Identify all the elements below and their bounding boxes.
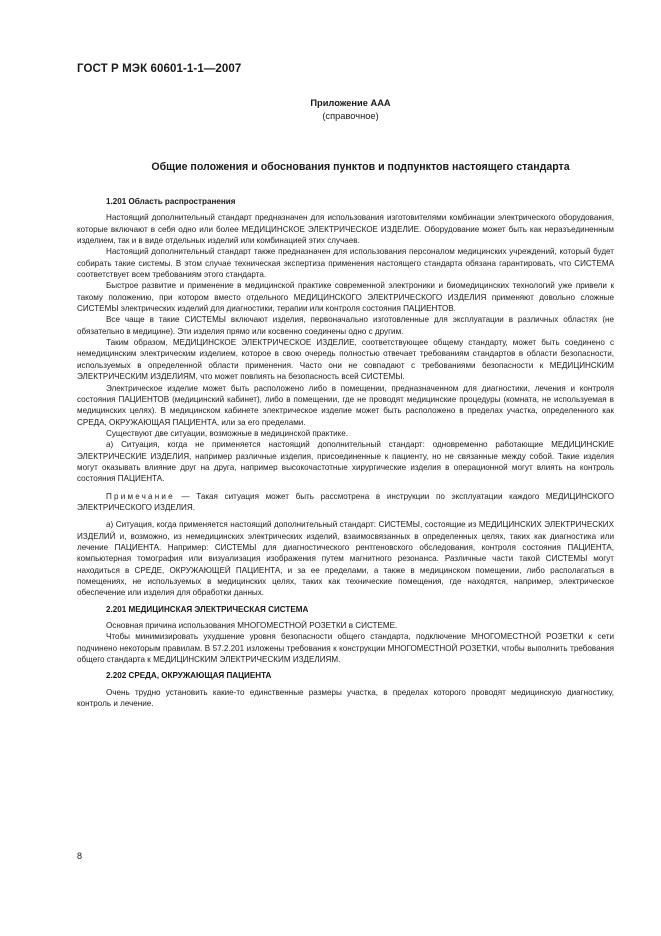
paragraph: Очень трудно установить какие-то единственные размеры участка, в пределах которого проводят медицинскую диагностику, контроль и лечение. [77,687,614,709]
section-heading: 2.202 СРЕДА, ОКРУЖАЮЩАЯ ПАЦИЕНТА [106,671,272,681]
paragraph: Основная причина использования МНОГОМЕСТНОЙ РОЗЕТКИ в СИСТЕМЕ. [106,621,398,631]
paragraph: Электрическое изделие может быть расположено либо в помещении, предназначенном для диагностики, лечения и контроля состояния ПАЦИЕНТОВ (медицинский кабинет), либо в помещении, где не проводят медицинские процедуры (комната, не используемая в медицинских целях). В медицинском кабинете электрическое изделие может быть расположено в пределах участка, определенного как СРЕДА, ОКРУЖАЮЩАЯ ПАЦИЕНТА, или за его пределами. [77,383,614,427]
paragraph: а) Ситуация, когда не применяется настоящий дополнительный стандарт: одновременно работающие МЕДИЦИНСКИЕ ЭЛЕКТРИЧЕСКИЕ ИЗДЕЛИЯ, например различные изделия, присоединенные к пациенту, но не связанные между собой. Такие изделия могут оказывать влияние друг на друга, например высокочастотные хирургические изделия в операционной могут влиять на контроль состояния ПАЦИЕНТА. [77,440,614,484]
annex-subtitle: (справочное) [322,111,379,121]
section-heading: 2.201 МЕДИЦИНСКАЯ ЭЛЕКТРИЧЕСКАЯ СИСТЕМА [106,604,309,614]
note-paragraph [77,491,614,514]
paragraph: Настоящий дополнительный стандарт также предназначен для использования персоналом медицинских учреждений, который будет собирать такие системы. В этом случае техническая экспертиза применения настоящего стандарта обязана гарантировать, что СИСТЕМА соответствует всем требованиям этого стандарта. [77,247,614,280]
note-text: — Такая ситуация может быть рассмотрена в инструкции по эксплуатации каждого МЕДИЦИНСКОГО ЭЛЕКТРИЧЕСКОГО ИЗДЕЛИЯ. [77,491,614,512]
paragraph: Настоящий дополнительный стандарт предназначен для использования изготовителями комбинации электрического оборудования, которые включают в себя одно или более МЕДИЦИНСКОЕ ЭЛЕКТРИЧЕСКОЕ ИЗДЕЛИЕ. Оборудование может быть как неразъединенным изделием, так и в виде отдельных изделий или комбинацией этих случаев. [77,213,614,246]
paragraph: Существуют две ситуации, возможные в медицинской практике. [106,428,349,438]
paragraph: Быстрое развитие и применение в медицинской практике современной электроники и биомедицинских технологий уже привели к такому положению, при котором вместо отдельного МЕДИЦИНСКОГО ЭЛЕКТРИЧЕСКОГО ИЗДЕЛИЯ применяют довольно сложные СИСТЕМЫ электрических изделий для диагностики, терапии или контроля состояния ПАЦИЕНТОВ. [77,281,614,314]
paragraph: а) Ситуация, когда применяется настоящий дополнительный стандарт: СИСТЕМЫ, состоящие из МЕДИЦИНСКИХ ЭЛЕКТРИЧЕСКИХ ИЗДЕЛИЙ и, возможно, из немедицинских электрических изделий, взаимосвязанных в определенных целях, таких как диагностика или лечение ПАЦИЕНТА. Например: СИСТЕМЫ для диагностического рентгеновского обследования, контроля состояния ПАЦИЕНТА, компьютерная томография или визуализация изображения путем магнитного резонанса. Различные части такой СИСТЕМЫ могут находиться в СРЕДЕ, ОКРУЖАЮЩЕЙ ПАЦИЕНТА, и за ее пределами, а также в медицинском помещении, либо располагаться в помещениях, не используемых в медицинских целях, таких как технические помещения, где находятся, например, электрическое обеспечение или изделия для обработки данных. [77,520,614,598]
standard-header: ГОСТ Р МЭК 60601-1-1—2007 [77,63,242,75]
section-heading: 1.201 Область распространения [106,197,236,206]
paragraph: Таким образом, МЕДИЦИНСКОЕ ЭЛЕКТРИЧЕСКОЕ ИЗДЕЛИЕ, соответствующее общему стандарту, может быть соединено с немедицинским электрическим изделием, которое в свою очередь полностью отвечает требованиям стандартов в области безопасности, используемых в определенной области применения. Часто они не совпадают с требованиями безопасности к МЕДИЦИНСКИМ ЭЛЕКТРИЧЕСКИМ ИЗДЕЛИЯМ, что может повлиять на безопасность всей СИСТЕМЫ. [77,338,614,382]
document-title: Общие положения и обоснования пунктов и подпунктов настоящего стандарта [151,161,570,173]
paragraph: Чтобы минимизировать ухудшение уровня безопасности общего стандарта, подключение МНОГОМЕСТНОЙ РОЗЕТКИ к сети подчинено некоторым правилам. В 57.2.201 изложены требования к конструкции МНОГОМЕСТНОЙ РОЗЕТКИ, чтобы выполнить требования общего стандарта к МЕДИЦИНСКИМ ЭЛЕКТРИЧЕСКИМ ИЗДЕЛИЯМ. [77,632,614,665]
annex-title: Приложение ААА [310,98,391,108]
annex-block [0,97,661,123]
paragraph: Все чаще в такие СИСТЕМЫ включают изделия, первоначально изготовленные для эксплуатации в различных областях (не обязательно в медицине). Эти изделия прямо или косвенно соединены одно с другим. [77,315,614,336]
page-number: 8 [77,851,83,861]
note-label: Примечание [106,491,175,501]
document-body [77,196,614,709]
